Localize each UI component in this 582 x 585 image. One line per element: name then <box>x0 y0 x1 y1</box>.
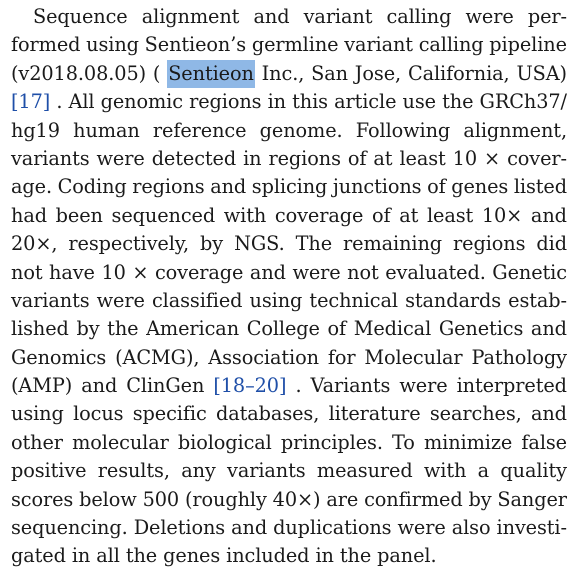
text-word: and <box>530 402 567 426</box>
text-word: . <box>295 374 302 398</box>
text-word: variants <box>11 146 90 170</box>
text-word: 10 <box>101 260 126 284</box>
text-word: classified <box>151 288 243 312</box>
text-word: genes <box>451 175 509 199</box>
text-word: biological <box>177 430 272 454</box>
text-word: at <box>399 203 419 227</box>
text-word: with <box>223 203 267 227</box>
text-word: were <box>399 374 448 398</box>
text-line <box>11 3 567 31</box>
text-word: and <box>530 203 567 227</box>
text-word: were <box>292 260 341 284</box>
text-word: formed <box>11 33 81 57</box>
text-word: for <box>327 345 356 369</box>
text-word: cover- <box>507 146 567 170</box>
text-word: 40×) <box>272 487 321 511</box>
text-line <box>11 259 567 287</box>
text-word: minimize <box>423 430 513 454</box>
text-line <box>11 117 567 145</box>
text-word: variants <box>11 288 90 312</box>
text-word: a <box>477 459 490 483</box>
text-word: standards <box>405 288 502 312</box>
text-word: databases, <box>216 402 320 426</box>
text-word: not <box>347 260 379 284</box>
text-word: California, <box>407 61 510 85</box>
text-line <box>11 514 567 542</box>
text-word: variant <box>303 5 373 28</box>
text-word: (v2018.08.05) <box>11 61 147 85</box>
text-word: literature <box>328 402 421 426</box>
text-word: human <box>73 118 140 142</box>
text-word: were <box>465 5 514 28</box>
text-line <box>11 88 567 116</box>
text-word: and <box>530 317 567 341</box>
citation-link[interactable]: [18–20] <box>213 374 287 398</box>
text-word: not <box>11 260 43 284</box>
text-line <box>11 429 567 457</box>
text-word: alignment, <box>463 118 567 142</box>
text-word: of <box>327 317 347 341</box>
text-word: lished <box>11 317 69 341</box>
text-word: interpreted <box>456 374 567 398</box>
text-word: 10× <box>481 203 523 227</box>
text-word: calling <box>418 33 484 57</box>
text-word: by <box>76 317 100 341</box>
text-word: San <box>311 61 348 85</box>
text-word: and <box>231 516 268 540</box>
text-word: variant <box>344 33 413 57</box>
text-word: The <box>295 232 333 256</box>
text-word: Deletions <box>133 516 226 540</box>
text-word: in <box>243 146 262 170</box>
text-word: (AMP) <box>11 374 73 398</box>
text-word: molecular <box>72 430 169 454</box>
text-word: sequenced <box>111 203 216 227</box>
text-word: age. <box>11 175 52 199</box>
text-word: junctions <box>332 175 422 199</box>
text-line <box>11 31 567 59</box>
text-word: positive <box>11 459 87 483</box>
text-word: regions <box>268 146 341 170</box>
text-word: Association <box>208 345 319 369</box>
text-word: estab- <box>508 288 567 312</box>
text-word: the <box>107 317 139 341</box>
text-word: locus <box>73 402 124 426</box>
text-line <box>11 287 567 315</box>
text-word: and <box>210 175 247 199</box>
text-word: with <box>423 459 467 483</box>
text-word: 20×, <box>11 232 58 256</box>
text-word: Molecular <box>364 345 463 369</box>
text-word: (ACMG), <box>115 345 200 369</box>
text-word: searches, <box>429 402 522 426</box>
text-word: regions <box>453 232 526 256</box>
text-word: and <box>81 374 118 398</box>
text-word: of <box>427 175 446 199</box>
text-line <box>11 542 567 570</box>
text-segment: gated in all the genes included in the panel. <box>11 544 437 568</box>
text-word: regions <box>132 175 205 199</box>
text-word: principles. <box>280 430 383 454</box>
text-word: Genetic <box>492 260 567 284</box>
text-word: using <box>86 33 139 57</box>
text-word: (roughly <box>184 487 267 511</box>
text-word: any <box>181 459 216 483</box>
text-word: were <box>397 516 446 540</box>
text-word: of <box>347 146 367 170</box>
text-word: germline <box>251 33 339 57</box>
text-word: ( <box>152 61 161 85</box>
text-word: other <box>11 430 63 454</box>
text-word: and <box>253 5 290 28</box>
text-word: also <box>451 516 491 540</box>
text-line <box>11 145 567 173</box>
text-word: by <box>468 487 492 511</box>
text-line <box>11 202 567 230</box>
text-word: below <box>79 487 137 511</box>
text-line <box>11 344 567 372</box>
text-word: in <box>267 90 286 114</box>
text-line <box>11 315 567 343</box>
text-word: ClinGen <box>126 374 205 398</box>
text-word: Inc., <box>261 61 305 85</box>
text-word: use <box>402 90 436 114</box>
text-word: Medical <box>353 317 432 341</box>
text-word: Following <box>355 118 451 142</box>
text-word: have <box>49 260 95 284</box>
text-word: technical <box>309 288 398 312</box>
text-word: results, <box>97 459 170 483</box>
text-word: duplications <box>273 516 392 540</box>
text-word: College <box>246 317 320 341</box>
text-word: confirmed <box>364 487 463 511</box>
text-word: Jose, <box>354 61 402 85</box>
text-word: using <box>11 402 64 426</box>
text-word: specific <box>132 402 207 426</box>
text-word: least <box>399 146 446 170</box>
text-word: Sequence <box>33 5 128 28</box>
text-word: by <box>200 232 224 256</box>
text-word: 10 <box>452 146 478 170</box>
text-word: Variants <box>310 374 391 398</box>
text-word: regions <box>189 90 262 114</box>
text-word: least <box>426 203 474 227</box>
text-word: measured <box>316 459 413 483</box>
text-word: investi- <box>496 516 567 540</box>
text-word: variants <box>227 459 306 483</box>
text-line <box>11 173 567 201</box>
text-word: American <box>146 317 240 341</box>
text-word: had <box>11 203 47 227</box>
selected-text-highlight[interactable]: Sentieon <box>167 60 255 88</box>
text-line <box>11 60 567 88</box>
text-word: sequencing. <box>11 516 128 540</box>
text-word: the <box>442 90 474 114</box>
text-word: × <box>484 146 501 170</box>
text-word: . <box>56 90 63 114</box>
text-word: evaluated. <box>385 260 486 284</box>
text-word: 500 <box>142 487 180 511</box>
text-word: pipeline <box>489 33 567 57</box>
text-word: per- <box>527 5 567 28</box>
text-word: and <box>249 260 286 284</box>
text-word: splicing <box>251 175 328 199</box>
text-word: were <box>96 146 145 170</box>
text-word: Genetics <box>438 317 524 341</box>
text-line <box>11 372 567 400</box>
text-word: genomic <box>100 90 183 114</box>
text-word: did <box>536 232 567 256</box>
text-word: coverage <box>274 203 364 227</box>
text-word: alignment <box>141 5 240 28</box>
text-word: listed <box>513 175 567 199</box>
citation-link[interactable]: [17] <box>11 90 51 114</box>
text-word: this <box>292 90 328 114</box>
text-word: All <box>68 90 95 114</box>
text-word: USA) <box>516 61 567 85</box>
text-word: genome. <box>259 118 343 142</box>
text-word: detected <box>151 146 237 170</box>
text-word: been <box>55 203 103 227</box>
text-line <box>11 400 567 428</box>
text-line <box>11 486 567 514</box>
text-word: false <box>521 430 567 454</box>
text-word: NGS. <box>234 232 285 256</box>
text-word: Coding <box>57 175 127 199</box>
text-word: at <box>373 146 393 170</box>
text-word: Pathology <box>471 345 567 369</box>
text-word: coverage <box>154 260 244 284</box>
text-word: Sentieon’s <box>144 33 247 57</box>
text-line <box>11 230 567 258</box>
text-word: calling <box>386 5 452 28</box>
body-paragraph <box>11 3 567 571</box>
text-word: of <box>371 203 391 227</box>
document-page <box>11 3 567 571</box>
text-word: remaining <box>343 232 443 256</box>
text-word: To <box>392 430 415 454</box>
text-line <box>11 457 567 485</box>
text-word: using <box>249 288 303 312</box>
text-word: hg19 <box>11 118 60 142</box>
text-word: respectively, <box>68 232 190 256</box>
text-word: article <box>334 90 397 114</box>
text-word: GRCh37/ <box>479 90 567 114</box>
text-word: quality <box>500 459 567 483</box>
text-word: × <box>132 260 149 284</box>
text-word: are <box>326 487 359 511</box>
text-word: were <box>96 288 145 312</box>
text-word: Genomics <box>11 345 107 369</box>
text-word: Sanger <box>497 487 567 511</box>
text-word: scores <box>11 487 74 511</box>
text-word: reference <box>152 118 247 142</box>
